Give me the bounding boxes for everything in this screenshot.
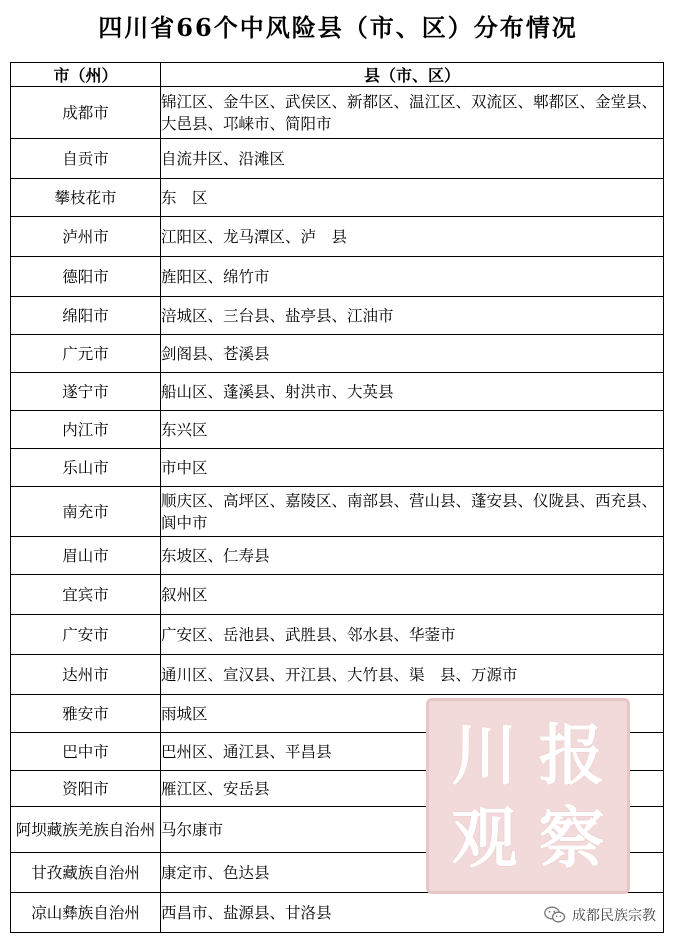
city-cell: 资阳市 xyxy=(11,771,161,807)
table-row xyxy=(11,87,664,139)
table-row xyxy=(11,537,664,575)
table-row xyxy=(11,615,664,655)
city-cell: 自贡市 xyxy=(11,139,161,179)
city-cell: 宜宾市 xyxy=(11,575,161,615)
header-counties: 县（市、区） xyxy=(161,63,664,87)
city-cell: 广元市 xyxy=(11,335,161,373)
counties-cell: 雨城区 xyxy=(161,695,664,733)
table-row xyxy=(11,179,664,217)
counties-cell: 旌阳区、绵竹市 xyxy=(161,257,664,297)
counties-cell: 顺庆区、高坪区、嘉陵区、南部县、营山县、蓬安县、仪陇县、西充县、阆中市 xyxy=(161,487,664,537)
counties-cell: 锦江区、金牛区、武侯区、新都区、温江区、双流区、郫都区、金堂县、大邑县、邛崃市、简阳市 xyxy=(161,87,664,139)
table-row xyxy=(11,853,664,893)
watermark-char: 察 xyxy=(538,798,605,877)
counties-cell: 东 区 xyxy=(161,179,664,217)
counties-cell: 市中区 xyxy=(161,449,664,487)
footer-brand xyxy=(544,904,656,926)
city-cell: 绵阳市 xyxy=(11,297,161,335)
city-cell: 南充市 xyxy=(11,487,161,537)
header-city: 市（州） xyxy=(11,63,161,87)
counties-cell: 叙州区 xyxy=(161,575,664,615)
table-row xyxy=(11,575,664,615)
city-cell: 眉山市 xyxy=(11,537,161,575)
city-cell: 阿坝藏族羌族自治州 xyxy=(11,807,161,853)
table-row xyxy=(11,771,664,807)
counties-cell: 通川区、宣汉县、开江县、大竹县、渠 县、万源市 xyxy=(161,655,664,695)
counties-cell: 巴州区、通江县、平昌县 xyxy=(161,733,664,771)
counties-cell: 船山区、蓬溪县、射洪市、大英县 xyxy=(161,373,664,411)
city-cell: 甘孜藏族自治州 xyxy=(11,853,161,893)
table-row xyxy=(11,335,664,373)
counties-cell: 东坡区、仁寿县 xyxy=(161,537,664,575)
table-row xyxy=(11,139,664,179)
city-cell: 凉山彝族自治州 xyxy=(11,893,161,933)
counties-cell: 涪城区、三台县、盐亭县、江油市 xyxy=(161,297,664,335)
city-cell: 乐山市 xyxy=(11,449,161,487)
counties-cell: 马尔康市 xyxy=(161,807,664,853)
city-cell: 成都市 xyxy=(11,87,161,139)
city-cell: 巴中市 xyxy=(11,733,161,771)
counties-cell: 东兴区 xyxy=(161,411,664,449)
counties-cell: 雁江区、安岳县 xyxy=(161,771,664,807)
counties-cell: 西昌市、盐源县、甘洛县 xyxy=(161,893,664,933)
wechat-icon xyxy=(544,906,566,924)
watermark-char: 川 xyxy=(451,715,518,794)
watermark-char: 观 xyxy=(451,798,518,877)
table-row xyxy=(11,695,664,733)
city-cell: 遂宁市 xyxy=(11,373,161,411)
counties-cell: 自流井区、沿滩区 xyxy=(161,139,664,179)
city-cell: 攀枝花市 xyxy=(11,179,161,217)
counties-cell: 康定市、色达县 xyxy=(161,853,664,893)
watermark-char: 报 xyxy=(538,715,605,794)
table-row xyxy=(11,807,664,853)
table-row xyxy=(11,297,664,335)
city-cell: 广安市 xyxy=(11,615,161,655)
counties-cell: 江阳区、龙马潭区、泸 县 xyxy=(161,217,664,257)
counties-cell: 剑阁县、苍溪县 xyxy=(161,335,664,373)
city-cell: 泸州市 xyxy=(11,217,161,257)
city-cell: 德阳市 xyxy=(11,257,161,297)
table-row xyxy=(11,487,664,537)
footer-brand-label: 成都民族宗教 xyxy=(572,908,656,924)
page-title: 四川省66个中风险县（市、区）分布情况 xyxy=(98,13,578,42)
districts-table xyxy=(10,62,664,933)
table-row xyxy=(11,733,664,771)
city-cell: 雅安市 xyxy=(11,695,161,733)
table-row xyxy=(11,217,664,257)
table-row xyxy=(11,257,664,297)
city-cell: 达州市 xyxy=(11,655,161,695)
table-row xyxy=(11,449,664,487)
table-row xyxy=(11,373,664,411)
table-row xyxy=(11,411,664,449)
table-row xyxy=(11,655,664,695)
counties-cell: 广安区、岳池县、武胜县、邻水县、华蓥市 xyxy=(161,615,664,655)
city-cell: 内江市 xyxy=(11,411,161,449)
table-header-row xyxy=(11,63,664,87)
